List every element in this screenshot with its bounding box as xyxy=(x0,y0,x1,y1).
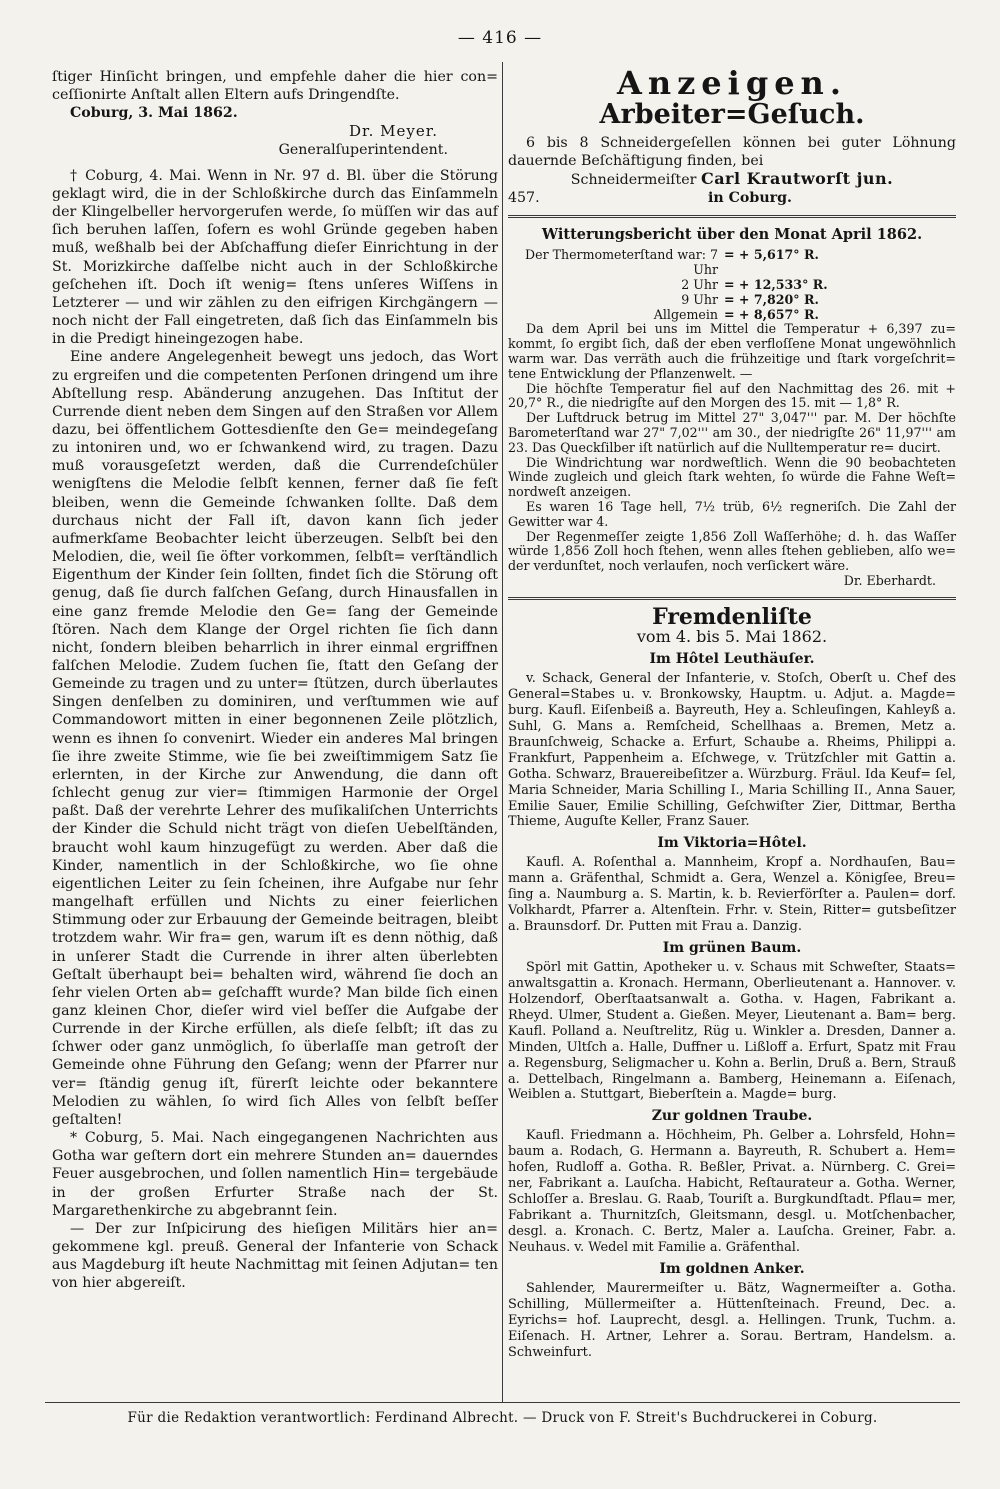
article-paragraph: — Der zur Inſpicirung des hieſigen Militärs hier an= gekommene kgl. preuß. General der Infanterie von Schack aus Magdeburg iſt heute Nachmittag mit ſeinen Adjutan= ten von hier abgereiſt. xyxy=(52,1220,498,1292)
weather-paragraph: Der Luftdruck betrug im Mittel 27" 3,047''' par. M. Der höchſte Barometerſtand war 27" 7,02''' am 30., der niedrigſte 26" 11,97''' am 23. Das Queckſilber iſt natürlich auf die Nulltemperatur re= ducirt. xyxy=(508,410,956,455)
weather-title: Witterungsbericht über den Monat April 1862. xyxy=(541,226,923,244)
footer-rule xyxy=(45,1402,960,1403)
signature-name: Dr. Meyer. xyxy=(349,122,438,141)
hotel-guests: Kaufl. A. Roſenthal a. Mannheim, Kropf a. Nordhauſen, Bau= mann a. Gräfenthal, Schmidt a. Gera, Wenzel a. Königſee, Breu= ſing a. Naumburg a. S. Martin, k. b. Revierförſter a. Paulen= dorf. Volkhardt, Pfarrer a. Altenſtein. Frhr. v. Stein, Ritter= gutsbeſitzer a. Braunsdorf. Dr. Putten mit Frau a. Danzig. xyxy=(508,855,956,935)
anzeigen-title: Anzeigen. xyxy=(617,64,847,102)
page-number: — 416 — xyxy=(457,28,543,48)
imprint-footer: Für die Redaktion verantwortlich: Ferdinand Albrecht. — Druck von F. Streit's Buchdruckerei in Coburg. xyxy=(127,1410,878,1426)
thermo-value: = + 8,657° R. xyxy=(724,306,819,322)
weather-paragraph: Die höchſte Temperatur fiel auf den Nachmittag des 26. mit + 20,7° R., die niedrigſte auf den Morgen des 15. mit — 1,8° R. xyxy=(508,380,956,411)
hotel-guests: v. Schack, General der Infanterie, v. Stoſch, Oberſt u. Chef des General=Stabes u. v. Bronkowsky, Hauptm. u. Adjut. a. Magde= burg. Kaufl. Eiſenbeiß a. Bayreuth, Hey a. Schleuſingen, Kahleyß a. Suhl, G. Mans a. Remſcheid, Schellhaas a. Bremen, Metz a. Braunſchweig, Schacke a. Erfurt, Schaube a. Rheims, Philippi a. Frankfurt, Pappenheim a. Eſchwege, v. Trützſchler mit Gattin a. Gotha. Schwarz, Brauereibeſitzer a. Würzburg. Fräul. Ida Keuf= ſel, Maria Schneider, Maria Schilling I., Maria Schilling II., Anna Sauer, Emilie Sauer, Emilie Schilling, Geſchwiſter Zier, Dittmar, Bertha Thieme, Auguſte Keller, Franz Sauer. xyxy=(508,671,956,830)
thermo-label: Der Thermometerſtand war: 7 Uhr xyxy=(525,247,718,278)
section-divider xyxy=(508,597,956,600)
hotel-name: Im grünen Baum. xyxy=(662,940,802,957)
hotel-guests: Kaufl. Friedmann a. Höchheim, Ph. Gelber a. Lohrsfeld, Hohn= baum a. Rodach, G. Hermann a. Bayreuth, R. Schubert a. Hem= hofen, Rudloff a. Gotha. R. Beßler, Privat. a. Nürnberg. C. Grei= ner, Fabrikant a. Lauſcha. Habicht, Reſtaurateur a. Gotha. Werner, Schloſſer a. Breslau. G. Raab, Touriſt a. Burgkundſtadt. Pflau= mer, Fabrikant a. Thurnitzſch, Gleitsmann, desgl. u. Motſchenbacher, desgl. a. Kronach. C. Bertz, Maler a. Lauſcha. Greiner, Fabr. a. Neuhaus. v. Wedel mit Familie a. Gräfenthal. xyxy=(508,1128,956,1255)
ad-employer-prefix: Schneidermeiſter xyxy=(570,172,697,189)
ad-title: Arbeiter=Geſuch. xyxy=(599,99,865,131)
hotel-name: Zur goldnen Traube. xyxy=(651,1108,813,1125)
thermo-label: 9 Uhr xyxy=(681,291,718,307)
hotel-name: Im Viktoria=Hôtel. xyxy=(657,835,807,852)
fremden-subtitle: vom 4. bis 5. Mai 1862. xyxy=(636,626,828,646)
weather-paragraph: Da dem April bei uns im Mittel die Temperatur + 6,397 zu= kommt, ſo ergibt ſich, daß der eben verfloſſene Monat ungewöhnlich warm war. Das verräth auch die frühzeitige und ſtark vorgeſchrit= tene Entwicklung der Pflanzenwelt. — xyxy=(508,321,956,381)
thermo-label: Allgemein xyxy=(653,306,718,322)
hotel-guests: Sahlender, Maurermeiſter u. Bätz, Wagnermeiſter a. Gotha. Schilling, Müllermeiſter a. Hüttenſteinach. Freund, Dec. a. Eyrichs= hof. Lauprecht, desgl. a. Hellingen. Trunk, Tuchm. a. Eiſenach. H. Artner, Lehrer a. Sorau. Bertram, Handelsm. a. Schweinfurt. xyxy=(508,1280,956,1360)
ad-number-line xyxy=(508,189,956,207)
thermo-label: 2 Uhr xyxy=(681,277,718,293)
thermo-row xyxy=(508,293,956,308)
article-paragraph: † Coburg, 4. Mai. Wenn in Nr. 97 d. Bl. über die Störung geklagt wird, die in der Schloßkirche durch das Einſammeln der Klingelbeller hervorgerufen werde, ſo müſſen wir das auf ſich beruhen laſſen, ſofern es wohl Gründe gegeben haben muß, weßhalb bei der Abſchaffung dieſer Einrichtung in der St. Morizkirche daſſelbe nicht auch in der Schloßkirche geſchehen iſt. Doch iſt wenig= ſtens unſeres Wiſſens in Letzterer — und wir zählen zu den eifrigen Kirchgängern — noch nicht der Fall eingetreten, daß ſich das Einſammeln bis in die Predigt hineingezogen habe. xyxy=(52,167,498,348)
signature-title: Generalſuperintendent. xyxy=(278,141,448,158)
article-paragraph: * Coburg, 5. Mai. Nach eingegangenen Nachrichten aus Gotha war geſtern dort ein mehrere Stunden an= dauerndes Feuer ausgebrochen, und ſollen namentlich Hin= tergebäude in der großen Erfurter Straße nach der St. Margarethenkirche zu abgebrannt ſein. xyxy=(52,1130,498,1219)
hotel-guests: Spörl mit Gattin, Apotheker u. v. Schaus mit Schweſter, Staats= anwaltsgattin a. Kronach. Hermann, Oberlieutenant a. Hannover. v. Holzendorf, Oberſtaatsanwalt a. Gotha. v. Hagen, Fabrikant a. Rheyd. Ulmer, Student a. Gießen. Meyer, Lieutenant a. Bam= berg. Kaufl. Polland a. Neuſtrelitz, Rüg u. Winkler a. Dresden, Danner a. Minden, Ultſch a. Halle, Duffner u. Lißloff a. Erfurt, Spatz mit Frau a. Regensburg, Seligmacher u. Kohn a. Berlin, Druß a. Bern, Strauß a. Dettelbach, Ringelmann a. Bamberg, Heinemann a. Eiſenach, Weiblen a. Stuttgart, Bieberſtein a. Magde= burg. xyxy=(508,960,956,1103)
thermo-row xyxy=(508,248,956,278)
column-rule xyxy=(502,62,503,1402)
right-column xyxy=(508,64,956,1360)
weather-paragraph: Es waren 16 Tage hell, 7½ trüb, 6½ regneriſch. Die Zahl der Gewitter war 4. xyxy=(508,499,956,529)
weather-paragraph: Der Regenmeſſer zeigte 1,856 Zoll Waſſerhöhe; d. h. das Waſſer würde 1,856 Zoll hoch ſtehen, wenn alles ſtehen geblieben, alſo we= der verdunſtet, noch verlaufen, noch verſickert wäre. xyxy=(508,528,956,574)
thermo-value: = + 7,820° R. xyxy=(724,291,819,307)
section-divider xyxy=(508,215,956,218)
weather-paragraph: Die Windrichtung war nordweſtlich. Wenn die 90 beobachteten Winde zugleich und gleich ſtark wehten, ſo würde die Fahne Weſt= nordweſt anzeigen. xyxy=(508,454,956,500)
left-column xyxy=(52,68,498,1292)
ad-text: 6 bis 8 Schneidergeſellen können bei guter Löhnung dauernde Beſchäftigung finden, bei xyxy=(508,135,956,170)
thermo-value: = + 12,533° R. xyxy=(724,277,828,293)
intro-paragraph: ſtiger Hinſicht bringen, und empfehle daher die hier con= ceſſionirte Anſtalt allen Eltern aufs Dringendſte. xyxy=(52,69,498,104)
ad-employer-line xyxy=(508,170,956,189)
hotel-name: Im Hôtel Leuthäuſer. xyxy=(649,651,815,668)
thermo-row xyxy=(508,308,956,323)
weather-signature: Dr. Eberhardt. xyxy=(843,573,936,588)
hotel-name: Im goldnen Anker. xyxy=(659,1260,805,1277)
ad-employer: Carl Krautworſt jun. xyxy=(700,169,894,189)
ad-place: in Coburg. xyxy=(708,190,792,207)
ad-number: 457. xyxy=(508,190,540,207)
thermo-row xyxy=(508,278,956,293)
dateline: Coburg, 3. Mai 1862. xyxy=(70,105,238,122)
thermo-value: = + 5,617° R. xyxy=(724,247,819,263)
fremden-title: Fremdenliſte xyxy=(652,603,812,630)
article-paragraph: Eine andere Angelegenheit bewegt uns jedoch, das Wort zu ergreifen und die competenten Perſonen dringend um ihre Abſtellung resp. Abänderung anzugehen. Das Inſtitut der Currende dient neben dem Singen auf den Straßen vor Allem dazu, bei öffentlichem Gottesdienſte den Ge= meindegeſang zu intoniren und, wo er ſchwankend wird, zu tragen. Dazu muß vorausgeſetzt werden, daß die Currendeſchüler wenigſtens die Melodie ſelbſt kennen, ferner daß ſie feſt bleiben, wenn die Gemeinde ſchwanken ſollte. Daß dem durchaus nicht der Fall iſt, davon kann ſich jeder aufmerkſame Beobachter leicht überzeugen. Selbſt bei den Melodien, die, weil ſie öfter vorkommen, ſelbſt= verſtändlich Eigenthum der Kinder ſein ſollten, findet ſich die Störung oft genug, daß ſie durch falſchen Geſang, durch Hinausfallen in eine ganz fremde Melodie den Ge= ſang der Gemeinde ſtören. Nach dem Klange der Orgel richten ſie ſich dann nicht, ſondern bleiben beharrlich in ihrer einmal ergriffnen falſchen Melodie. Zudem ſuchen ſie, ſtatt den Geſang der Gemeinde zu tragen und zu unter= ſtützen, durch überlautes Singen denſelben zu dominiren, und verſtummen wie auf Commandowort mitten in einer begonnenen Zeile plötzlich, wenn es ihnen ſo convenirt. Wieder ein anderes Mal bringen ſie ihre zweite Stimme, wie ſie bei zweiſtimmigem Satz ſie erlernten, in der Kirche zur Anwendung, die dann oft ſchlecht genug zur vier= ſtimmigen Harmonie der Orgel paßt. Daß der verehrte Lehrer des muſikaliſchen Unterrichts der Kinder die Schuld nicht trägt von dieſen Uebelſtänden, braucht wohl kaum hinzugefügt zu werden. Aber daß die Kinder, namentlich in der Schloßkirche, wo ſie ohne eigentlichen Leiter zu ſein ſcheinen, ihre Aufgabe nur ſehr mangelhaft erfüllen und Nichts zu einer feierlichen Stimmung oder zur Erbauung der Gemeinde beitragen, bleibt trotzdem wahr. Wir fra= gen, warum iſt es denn nöthig, daß in unſerer Stadt die Currende in ihrer alten überlebten Geſtalt überhaupt bei= behalten wird, während ſie doch an ſehr vielen Orten ab= geſchafft wurde? Man bilde ſich einen ganz kleinen Chor, dieſer wird viel beſſer die Aufgabe der Currende in der Kirche erfüllen, als dieſe ſelbſt; iſt das zu ſchwer oder ganz unmöglich, ſo überlaſſe man getroſt der Gemeinde ohne Führung den Geſang; wenn der Pfarrer nur ver= ſtändig genug iſt, fürerſt leichte oder bekanntere Melodien zu wählen, ſo wird ſich Alles von ſelbſt beſſer geſtalten! xyxy=(52,349,498,1128)
